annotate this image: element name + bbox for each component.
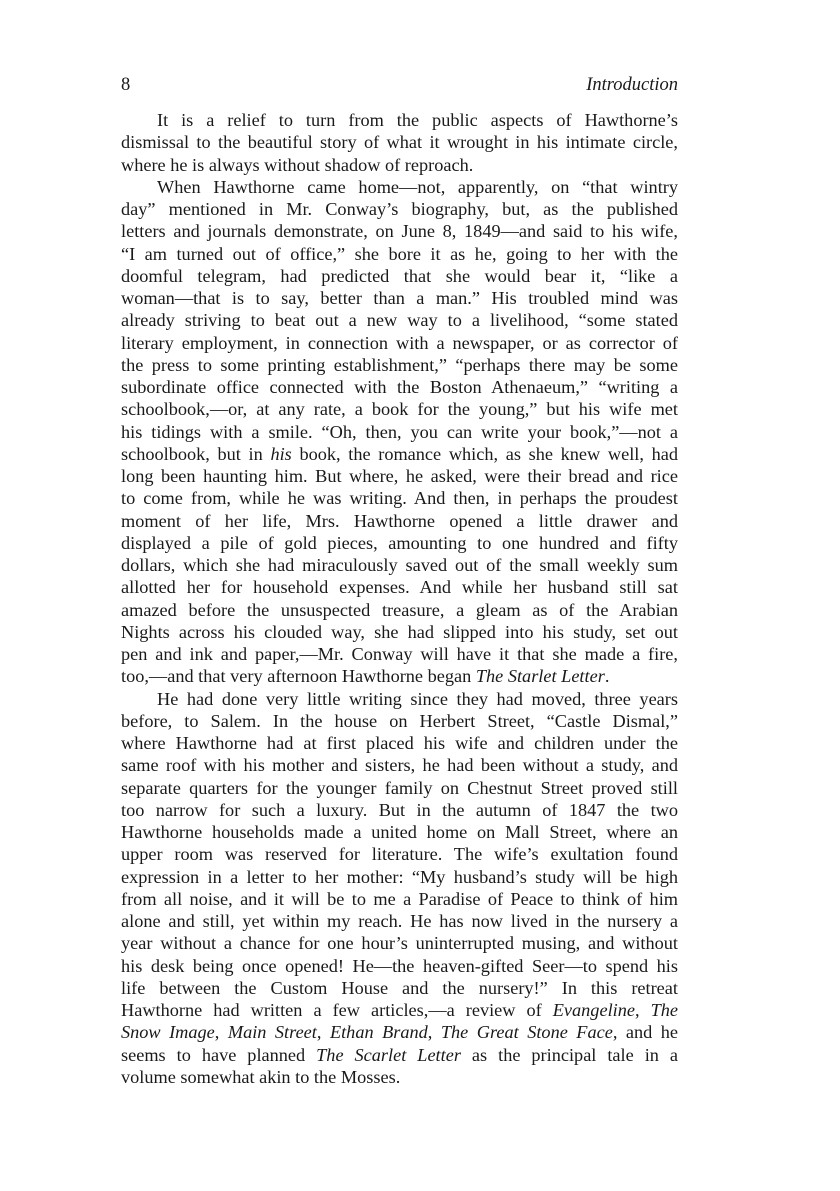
text-line xyxy=(121,198,678,220)
italic-title: Snow Image xyxy=(121,1022,215,1043)
text-line xyxy=(121,688,678,710)
text-segment: It is a relief to turn from the public aspects of Hawthorne’s xyxy=(157,110,678,130)
text-segment: seems to have planned xyxy=(121,1044,317,1065)
text-segment: , xyxy=(634,1000,651,1020)
text-segment: , xyxy=(214,1022,228,1043)
text-line xyxy=(121,843,678,865)
text-line xyxy=(121,777,678,799)
text-segment: , xyxy=(427,1022,441,1043)
text-line xyxy=(121,309,678,331)
text-segment: letters and journals demonstrate, on June 8, 1849—and said to his wife, xyxy=(121,221,678,242)
page-number: 8 xyxy=(121,75,131,95)
text-segment: before, to Salem. In the house on Herbert Street, “Castle Dismal,” xyxy=(121,710,678,731)
text-segment: long been haunting him. But where, he asked, were their bread and rice xyxy=(121,466,678,486)
text-segment: too narrow for such a luxury. But in the autumn of 1847 the two xyxy=(121,799,678,820)
italic-title: The Great Stone Face xyxy=(440,1022,613,1043)
text-segment: schoolbook, but in xyxy=(121,443,271,464)
italic-title: The Starlet Letter xyxy=(475,666,605,687)
text-segment: amazed before the unsuspected treasure, a gleam as of the Arabian xyxy=(121,599,678,620)
running-title: Introduction xyxy=(586,75,678,95)
text-line xyxy=(121,599,678,621)
text-line xyxy=(121,1044,678,1066)
text-segment: expression in a letter to her mother: “My husband’s study will be high xyxy=(121,866,678,887)
text-line xyxy=(121,888,678,910)
text-line xyxy=(121,265,678,287)
text-line xyxy=(121,510,678,532)
text-line xyxy=(121,354,678,376)
text-line xyxy=(121,176,678,198)
text-line xyxy=(121,554,678,576)
text-segment: allotted her for household expenses. And while her husband still sat xyxy=(121,577,678,598)
text-line xyxy=(121,754,678,776)
text-segment: where he is always without shadow of reproach. xyxy=(121,154,474,175)
text-line xyxy=(121,932,678,954)
text-line xyxy=(121,576,678,598)
text-segment: to come from, while he was writing. And then, in perhaps the proudest xyxy=(121,488,678,509)
text-segment: dollars, which she had miraculously saved out of the small weekly sum xyxy=(121,555,678,575)
text-line xyxy=(121,910,678,932)
text-line xyxy=(121,1021,678,1043)
text-segment: separate quarters for the younger family on Chestnut Street proved still xyxy=(121,777,678,798)
text-line xyxy=(121,955,678,977)
text-segment: from all noise, and it will be to me a Paradise of Peace to think of him xyxy=(121,888,678,909)
text-segment: woman—that is to say, better than a man.” His troubled mind was xyxy=(121,288,678,308)
text-segment: as the principal tale in a xyxy=(460,1044,678,1065)
italic-title: Evangeline xyxy=(552,1000,635,1020)
text-segment: Hawthorne households made a united home on Mall Street, where an xyxy=(121,822,678,842)
text-segment: alone and still, yet within my reach. He has now lived in the nursery a xyxy=(121,911,678,931)
text-segment: pen and ink and paper,—Mr. Conway will have it that she made a fire, xyxy=(121,644,678,664)
text-line xyxy=(121,443,678,465)
text-line xyxy=(121,131,678,153)
text-line xyxy=(121,643,678,665)
body-text xyxy=(121,109,678,1088)
text-segment: volume somewhat akin to the Mosses. xyxy=(121,1066,401,1087)
text-segment: dismissal to the beautiful story of what it wrought in his intimate circle, xyxy=(121,132,678,153)
text-line xyxy=(121,732,678,754)
text-segment: Nights across his clouded way, she had slipped into his study, set out xyxy=(121,621,678,642)
text-segment: Hawthorne had written a few articles,—a review of xyxy=(121,1000,553,1020)
text-segment: book, the romance which, as she knew well, had xyxy=(291,443,679,464)
text-line xyxy=(121,665,678,687)
text-segment: moment of her life, Mrs. Hawthorne opened a little drawer and xyxy=(121,510,678,531)
italic-title: Main Street xyxy=(227,1022,317,1043)
text-line xyxy=(121,866,678,888)
text-segment: his desk being once opened! He—the heaven-gifted Seer—to spend his xyxy=(121,955,678,976)
text-segment: literary employment, in connection with a newspaper, or as corrector of xyxy=(121,332,678,353)
text-segment: where Hawthorne had at first placed his wife and children under the xyxy=(121,733,678,753)
text-line xyxy=(121,376,678,398)
text-segment: schoolbook,—or, at any rate, a book for the young,” but his wife met xyxy=(121,399,678,420)
text-line xyxy=(121,821,678,843)
text-line xyxy=(121,154,678,176)
text-segment: displayed a pile of gold pieces, amounting to one hundred and fifty xyxy=(121,532,678,553)
text-line xyxy=(121,710,678,732)
text-segment: year without a chance for one hour’s uninterrupted musing, and without xyxy=(121,933,678,954)
text-line xyxy=(121,243,678,265)
italic-title: Ethan Brand xyxy=(329,1022,428,1043)
text-segment: He had done very little writing since they had moved, three years xyxy=(157,688,678,709)
text-line xyxy=(121,977,678,999)
text-line xyxy=(121,799,678,821)
text-line xyxy=(121,287,678,309)
text-segment: life between the Custom House and the nursery!” In this retreat xyxy=(121,977,678,998)
text-segment: , xyxy=(316,1022,330,1043)
text-segment: subordinate office connected with the Boston Athenaeum,” “writing a xyxy=(121,377,678,397)
text-segment: day” mentioned in Mr. Conway’s biography, but, as the published xyxy=(121,199,678,219)
text-segment: . xyxy=(604,666,610,687)
text-line xyxy=(121,999,678,1021)
text-line xyxy=(121,109,678,131)
text-segment: too,—and that very afternoon Hawthorne began xyxy=(121,666,476,687)
text-segment: his tidings with a smile. “Oh, then, you can write your book,”—not a xyxy=(121,421,678,442)
text-segment: When Hawthorne came home—not, apparently, on “that wintry xyxy=(157,176,678,197)
text-line xyxy=(121,621,678,643)
italic-title: The xyxy=(650,1000,678,1020)
text-segment: already striving to beat out a new way to a livelihood, “some stated xyxy=(121,310,678,331)
text-segment: “I am turned out of office,” she bore it as he, going to her with the xyxy=(121,243,678,264)
italic-title: his xyxy=(270,443,292,464)
text-segment: , and he xyxy=(612,1022,679,1043)
text-segment: the press to some printing establishment,” “perhaps there may be some xyxy=(121,354,678,375)
text-line xyxy=(121,532,678,554)
italic-title: The Scarlet Letter xyxy=(316,1044,461,1065)
text-segment: doomful telegram, had predicted that she would bear it, “like a xyxy=(121,265,678,286)
text-line xyxy=(121,421,678,443)
text-line xyxy=(121,465,678,487)
text-line xyxy=(121,487,678,509)
text-line xyxy=(121,398,678,420)
text-line xyxy=(121,332,678,354)
text-line xyxy=(121,1066,678,1088)
text-segment: same roof with his mother and sisters, he had been without a study, and xyxy=(121,755,678,776)
text-line xyxy=(121,220,678,242)
text-segment: upper room was reserved for literature. The wife’s exultation found xyxy=(121,844,678,865)
